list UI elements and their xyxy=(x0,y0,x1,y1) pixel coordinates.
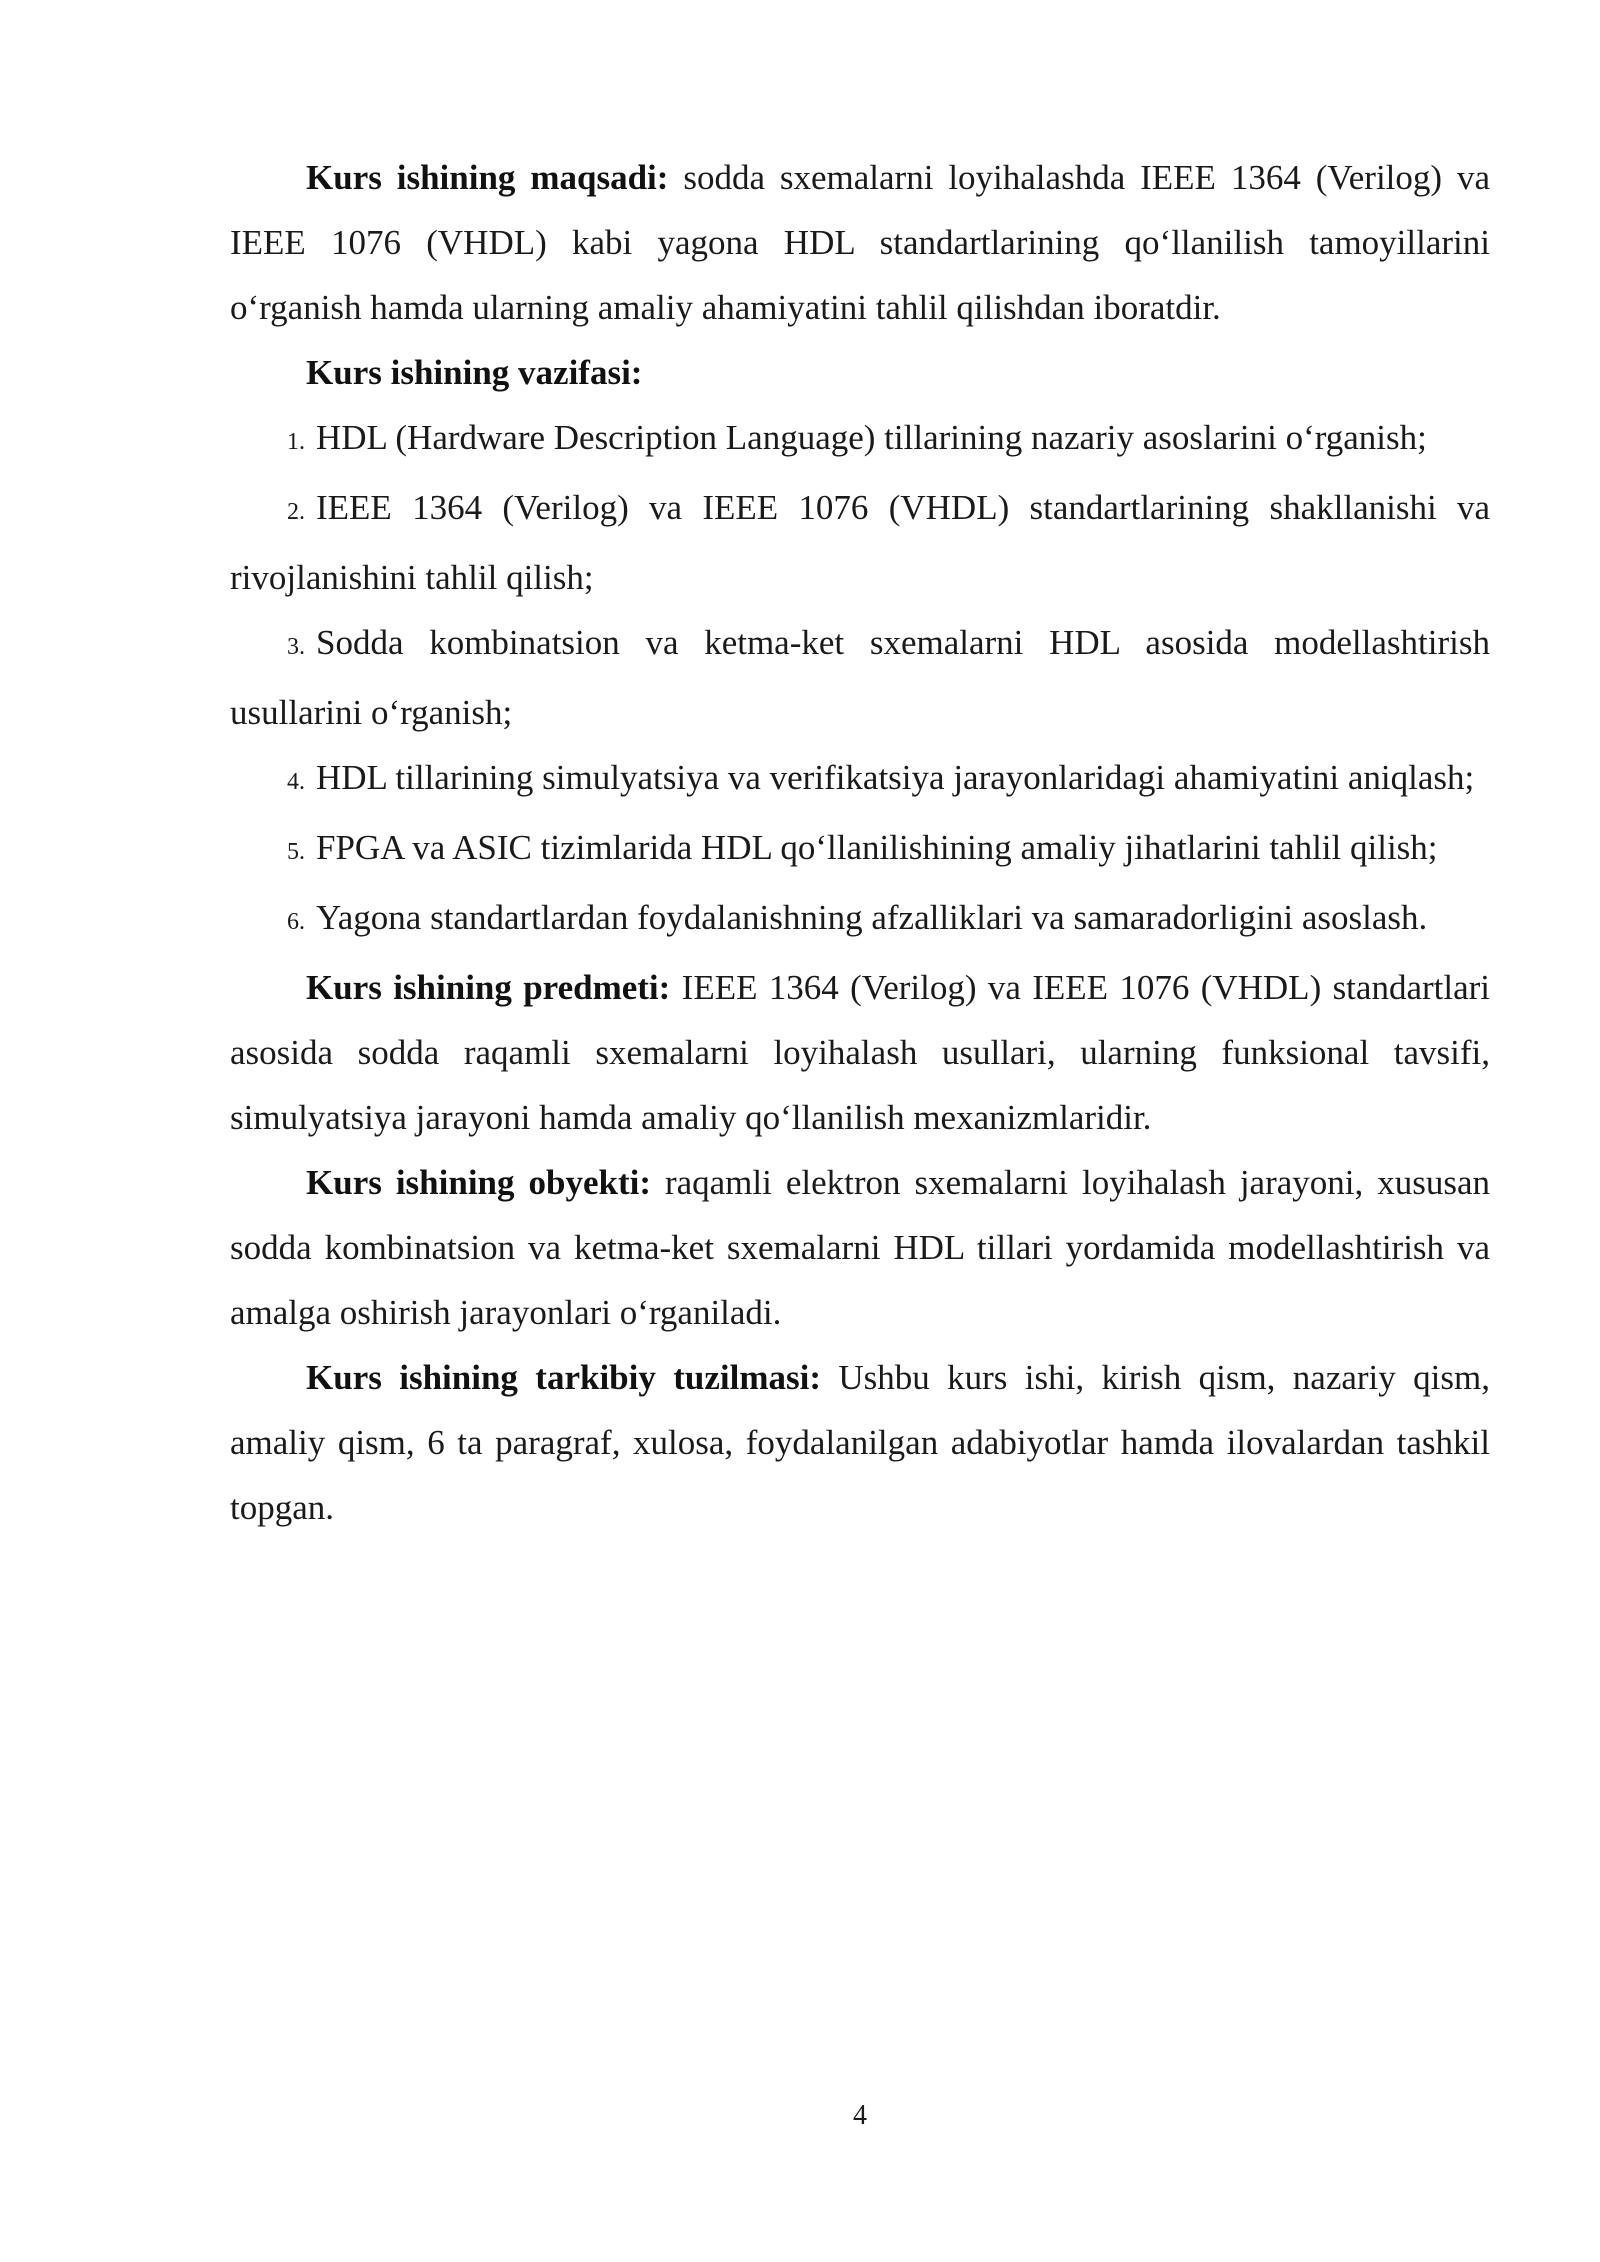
list-item-number: 1. xyxy=(287,429,305,455)
list-item xyxy=(230,610,1490,745)
list-item-number: 6. xyxy=(287,909,305,935)
list-item xyxy=(230,475,1490,610)
list-item-number: 2. xyxy=(287,499,305,525)
tasks-list xyxy=(230,405,1490,955)
page-number: 4 xyxy=(853,2100,867,2131)
object-paragraph xyxy=(230,1150,1490,1345)
list-item-number: 4. xyxy=(287,769,305,795)
object-label: Kurs ishining obyekti: xyxy=(306,1163,651,1202)
tasks-label: Kurs ishining vazifasi: xyxy=(306,353,643,392)
object-text: raqamli elektron sxemalarni loyihalash jarayoni, xususan sodda kombinatsion va ketma-ket sxemalarni HDL tillari yordamida modellashtirish va amalga oshirish jarayonlari oʻrganiladi. xyxy=(230,1163,1490,1332)
subject-text: IEEE 1364 (Verilog) va IEEE 1076 (VHDL) standartlari asosida sodda raqamli sxemalarni loyihalash usullari, ularning funksional tavsifi, simulyatsiya jarayoni hamda amaliy qoʻllanilish mexanizmlaridir. xyxy=(230,968,1490,1137)
list-item-number: 5. xyxy=(287,839,305,865)
goal-text: sodda sxemalarni loyihalashda IEEE 1364 (Verilog) va IEEE 1076 (VHDL) kabi yagona HDL standartlarining qoʻllanilish tamoyillarini oʻrganish hamda ularning amaliy ahamiyatini tahlil qilishdan iboratdir. xyxy=(230,158,1490,327)
list-item xyxy=(230,885,1490,955)
list-item-number: 3. xyxy=(287,634,305,660)
structure-label: Kurs ishining tarkibiy tuzilmasi: xyxy=(306,1358,821,1397)
list-item-text: HDL (Hardware Description Language) tillarining nazariy asoslarini oʻrganish; xyxy=(316,418,1427,457)
subject-paragraph xyxy=(230,955,1490,1150)
structure-text: Ushbu kurs ishi, kirish qism, nazariy qism, amaliy qism, 6 ta paragraf, xulosa, foydalanilgan adabiyotlar hamda ilovalardan tashkil topgan. xyxy=(230,1358,1490,1527)
goal-label: Kurs ishining maqsadi: xyxy=(306,158,669,197)
list-item xyxy=(230,815,1490,885)
list-item-text: FPGA va ASIC tizimlarida HDL qoʻllanilishining amaliy jihatlarini tahlil qilish; xyxy=(316,828,1438,867)
list-item-text: Yagona standartlardan foydalanishning afzalliklari va samaradorligini asoslash. xyxy=(316,898,1428,937)
structure-paragraph xyxy=(230,1345,1490,1540)
tasks-heading-paragraph xyxy=(230,340,1490,405)
list-item-text: HDL tillarining simulyatsiya va verifikatsiya jarayonlaridagi ahamiyatini aniqlash; xyxy=(316,758,1475,797)
list-item-text: IEEE 1364 (Verilog) va IEEE 1076 (VHDL) standartlarining shakllanishi va rivojlanishini tahlil qilish; xyxy=(230,488,1490,597)
list-item xyxy=(230,745,1490,815)
document-body xyxy=(230,145,1490,1540)
list-item-text: Sodda kombinatsion va ketma-ket sxemalarni HDL asosida modellashtirish usullarini oʻrganish; xyxy=(230,623,1490,732)
subject-label: Kurs ishining predmeti: xyxy=(306,968,671,1007)
goal-paragraph xyxy=(230,145,1490,340)
list-item xyxy=(230,405,1490,475)
